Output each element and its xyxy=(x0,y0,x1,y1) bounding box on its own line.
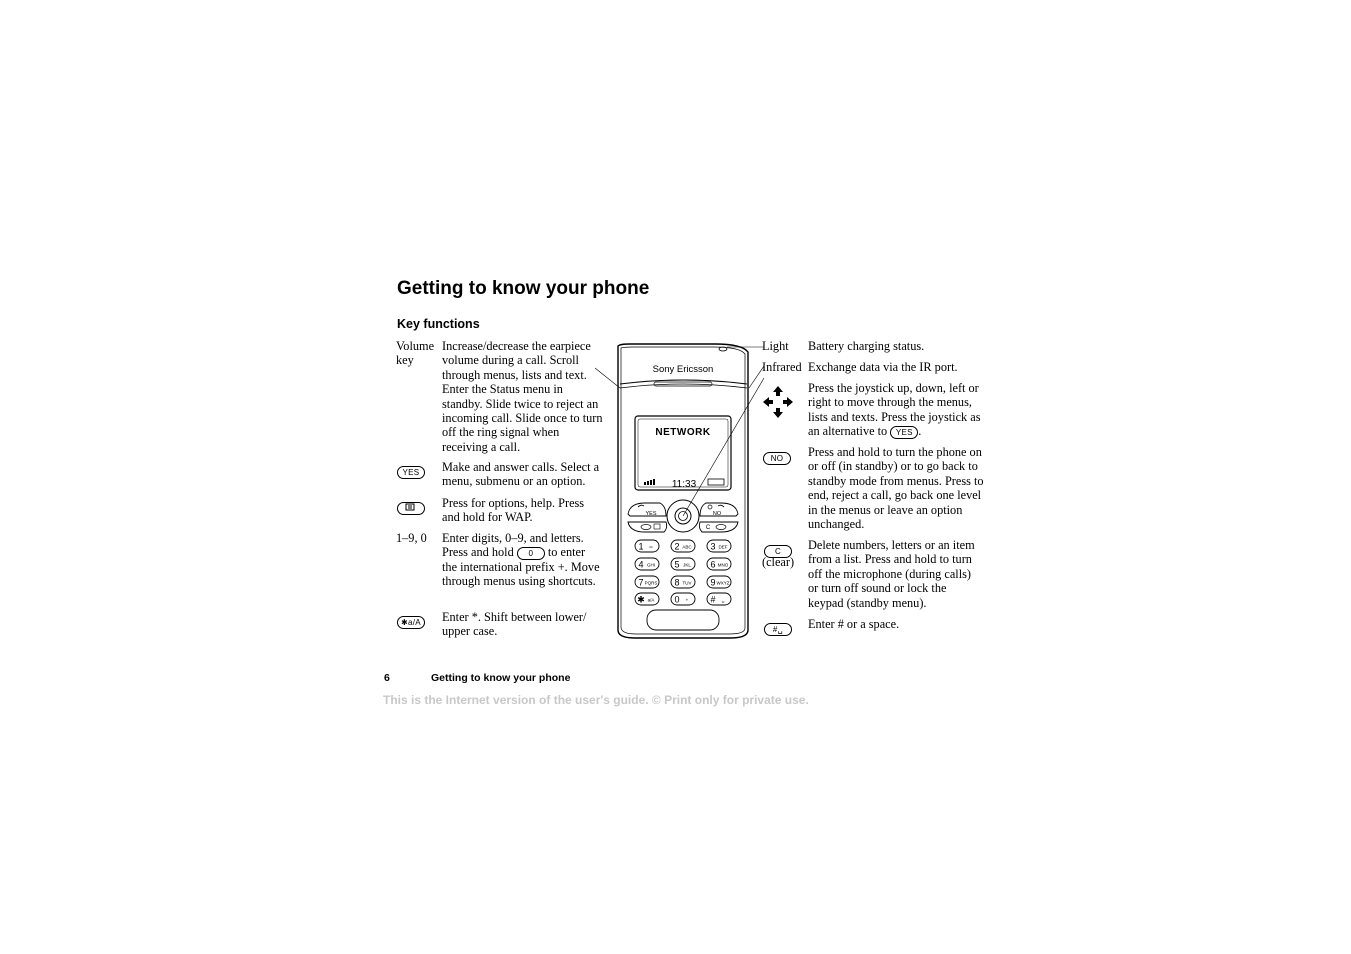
light-description: Battery charging status. xyxy=(808,339,925,353)
svg-text:DEF: DEF xyxy=(718,544,728,550)
options-key-icon xyxy=(397,499,425,517)
no-key-description: Press and hold to turn the phone on or off (in standby) or to go back to standby mode from menus. Press to end, reject a call, go back one level in the menus or leave an option unchanged. xyxy=(808,445,984,532)
clear-key-label: (clear) xyxy=(762,555,795,569)
svg-text:a/A: a/A xyxy=(647,597,655,603)
phone-key-6 xyxy=(707,558,731,570)
svg-text:TUV: TUV xyxy=(682,580,692,586)
page-title: Getting to know your phone xyxy=(397,278,650,299)
section-subtitle: Key functions xyxy=(397,317,480,331)
svg-text:+: + xyxy=(685,597,689,603)
clear-key-icon: C xyxy=(764,542,792,560)
phone-key-9 xyxy=(707,576,731,588)
svg-text:5: 5 xyxy=(674,559,680,570)
light-label: Light xyxy=(762,339,789,353)
zero-key-icon: 0 xyxy=(517,547,545,560)
svg-text:1: 1 xyxy=(638,541,644,552)
svg-text:␣: ␣ xyxy=(721,597,725,603)
yes-inline-key-icon: YES xyxy=(890,426,918,439)
phone-c-key: C xyxy=(705,525,711,531)
phone-key-8 xyxy=(671,576,695,588)
joystick-arrows-icon xyxy=(762,385,794,419)
phone-key-5 xyxy=(671,558,695,570)
star-key-icon: ✱a/A xyxy=(397,613,425,631)
phone-key-3 xyxy=(707,540,731,552)
no-key-icon: NO xyxy=(763,449,791,467)
svg-text:GHI: GHI xyxy=(646,562,656,568)
volume-key-description: Increase/decrease the earpiece volume during a call. Scroll through menus, lists and text. Enter the Status menu in standby. Slide twice to reject an incoming call. Slide once to turn off the ring signal when receiving a call. xyxy=(442,339,603,454)
phone-key-7 xyxy=(635,576,659,588)
phone-no-key: NO xyxy=(712,511,722,517)
footer-section: Getting to know your phone xyxy=(431,672,571,684)
phone-key-1 xyxy=(635,540,659,552)
svg-text:WXYZ: WXYZ xyxy=(716,580,730,586)
digit-keys-label: 1–9, 0 xyxy=(396,531,427,545)
yes-key-description: Make and answer calls. Select a menu, submenu or an option. xyxy=(442,460,600,489)
svg-text:3: 3 xyxy=(710,541,716,552)
svg-text:∞: ∞ xyxy=(649,544,653,550)
star-key-description: Enter *. Shift between lower/ upper case. xyxy=(442,610,587,639)
infrared-description: Exchange data via the IR port. xyxy=(808,360,958,374)
phone-key-11 xyxy=(671,593,695,605)
yes-key-icon: YES xyxy=(397,463,425,481)
phone-screen-network: NETWORK xyxy=(655,427,711,438)
volume-key-label: Volume key xyxy=(396,339,435,368)
svg-text:ABC: ABC xyxy=(682,544,692,550)
clear-key-description: Delete numbers, letters or an item from a list. Press and hold to turn off the microphone (during calls) or turn off sound or lock the keypad (standby menu). xyxy=(808,538,975,610)
svg-text:0: 0 xyxy=(674,594,680,605)
phone-key-2 xyxy=(671,540,695,552)
svg-text:2: 2 xyxy=(674,541,680,552)
phone-key-10 xyxy=(635,593,659,605)
hash-key-description: Enter # or a space. xyxy=(808,617,900,631)
svg-text:4: 4 xyxy=(638,559,644,570)
phone-key-12 xyxy=(707,593,731,605)
svg-text:MNO: MNO xyxy=(717,562,729,568)
phone-screen-time: 11:33 xyxy=(671,479,697,490)
infrared-label: Infrared xyxy=(762,360,802,374)
svg-text:6: 6 xyxy=(710,559,716,570)
phone-brand: Sony Ericsson xyxy=(652,364,714,375)
joystick-description: Press the joystick up, down, left or right to move through the menus, lists and texts. Press the joystick as an alternative to YES . xyxy=(808,381,981,439)
svg-text:8: 8 xyxy=(674,577,680,588)
phone-key-4 xyxy=(635,558,659,570)
svg-text:JKL: JKL xyxy=(683,562,691,568)
options-key-description: Press for options, help. Press and hold for WAP. xyxy=(442,496,585,525)
footer-page-number: 6 xyxy=(384,672,390,684)
phone-yes-key: YES xyxy=(645,511,657,517)
svg-text:9: 9 xyxy=(710,577,716,588)
svg-text:PQRS: PQRS xyxy=(644,580,658,586)
digit-keys-description: Enter digits, 0–9, and letters. Press and hold 0 to enter the international prefix +. Move through menus using shortcuts. xyxy=(442,531,600,589)
svg-text:✱: ✱ xyxy=(637,594,645,605)
footer-notice: This is the Internet version of the user's guide. © Print only for private use. xyxy=(383,693,809,707)
svg-text:#: # xyxy=(710,594,716,605)
phone-illustration xyxy=(590,338,765,644)
svg-text:7: 7 xyxy=(638,577,644,588)
hash-key-icon: #␣ xyxy=(764,620,792,638)
